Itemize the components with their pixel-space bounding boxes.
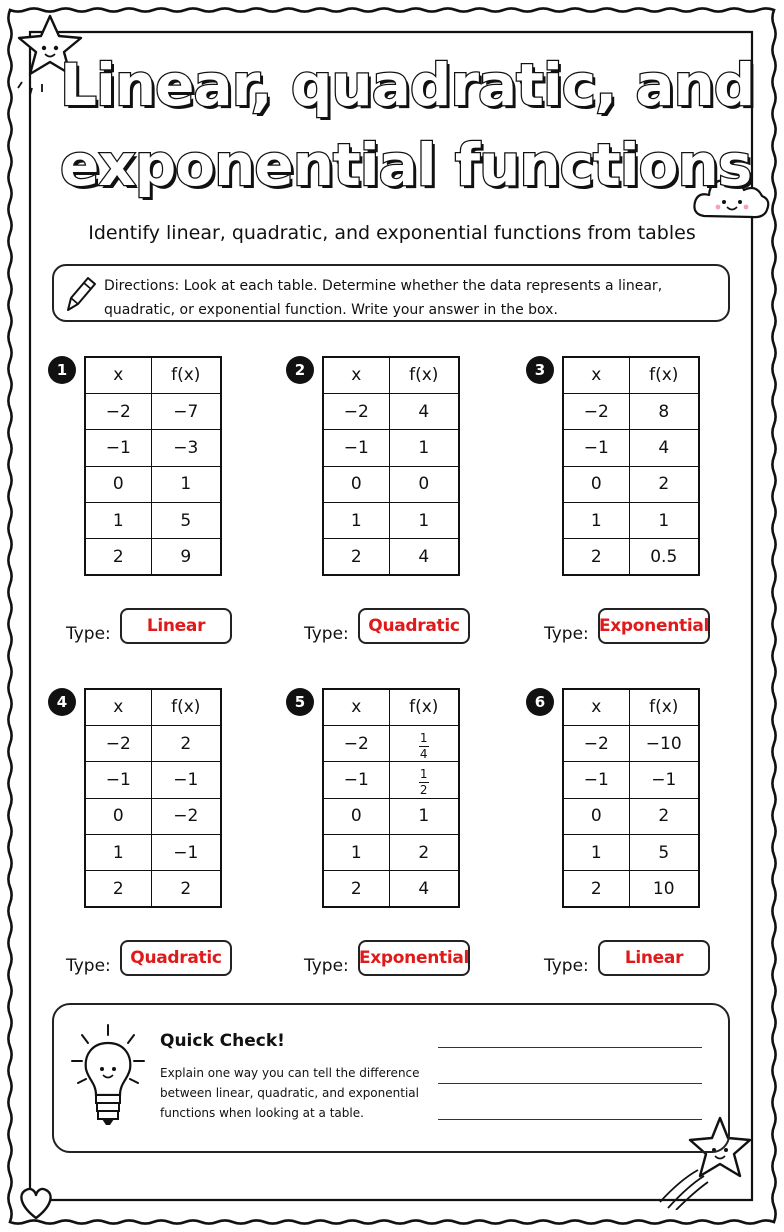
fx-cell: 4 xyxy=(389,871,459,907)
directions-box xyxy=(52,264,730,322)
table-row xyxy=(563,539,699,575)
problem-5 xyxy=(286,688,526,988)
table-row xyxy=(563,393,699,429)
function-table xyxy=(84,688,222,908)
type-label: Type: xyxy=(304,956,349,976)
problem-4 xyxy=(48,688,288,988)
table-row xyxy=(85,430,221,466)
fx-cell xyxy=(389,725,459,761)
table-row xyxy=(85,539,221,575)
column-header-x: x xyxy=(323,357,389,393)
type-answer-box[interactable]: Quadratic xyxy=(358,608,470,644)
column-header-fx: f(x) xyxy=(629,357,699,393)
fx-cell: −7 xyxy=(151,393,221,429)
fx-cell xyxy=(389,762,459,798)
fraction xyxy=(419,768,429,797)
directions-text: Directions: Look at each table. Determine whether the data represents a linear, quadratic, or exponential function. Write your answer in the box. xyxy=(104,278,663,318)
column-header-x: x xyxy=(563,357,629,393)
table-row xyxy=(323,798,459,834)
x-cell: 1 xyxy=(323,503,389,539)
x-cell: 0 xyxy=(85,798,151,834)
answer-line-2[interactable] xyxy=(438,1083,702,1084)
table-row xyxy=(85,503,221,539)
type-label: Type: xyxy=(66,624,111,644)
function-table xyxy=(84,356,222,576)
table-header-row xyxy=(85,689,221,725)
x-cell: 2 xyxy=(85,871,151,907)
type-answer-box[interactable]: Linear xyxy=(120,608,232,644)
fx-cell: 4 xyxy=(389,393,459,429)
table-row xyxy=(85,393,221,429)
column-header-x: x xyxy=(323,689,389,725)
table-row xyxy=(85,835,221,871)
column-header-fx: f(x) xyxy=(629,689,699,725)
table-row xyxy=(323,430,459,466)
x-cell: 1 xyxy=(323,835,389,871)
function-table xyxy=(562,688,700,908)
table-row xyxy=(563,835,699,871)
fraction-denominator: 4 xyxy=(419,746,428,761)
table-header-row xyxy=(85,357,221,393)
x-cell: −2 xyxy=(85,393,151,429)
x-cell: −2 xyxy=(563,725,629,761)
fx-cell: 4 xyxy=(629,430,699,466)
x-cell: 2 xyxy=(85,539,151,575)
problem-3 xyxy=(526,356,766,656)
fx-cell: 9 xyxy=(151,539,221,575)
type-label: Type: xyxy=(544,956,589,976)
fx-cell: 2 xyxy=(629,466,699,502)
table-row xyxy=(563,466,699,502)
function-table xyxy=(322,356,460,576)
x-cell: −2 xyxy=(323,393,389,429)
fx-cell: 4 xyxy=(389,539,459,575)
answer-line-1[interactable] xyxy=(438,1047,702,1048)
problem-number-badge: 2 xyxy=(286,356,314,384)
column-header-x: x xyxy=(85,689,151,725)
column-header-fx: f(x) xyxy=(389,357,459,393)
table-row xyxy=(323,393,459,429)
table-row xyxy=(85,871,221,907)
x-cell: −2 xyxy=(85,725,151,761)
fraction-denominator: 2 xyxy=(419,782,428,797)
table-row xyxy=(85,725,221,761)
column-header-fx: f(x) xyxy=(151,689,221,725)
table-row xyxy=(323,539,459,575)
fx-cell: 5 xyxy=(151,503,221,539)
fx-cell: 0 xyxy=(389,466,459,502)
x-cell: 0 xyxy=(563,466,629,502)
fx-cell: −2 xyxy=(151,798,221,834)
x-cell: −1 xyxy=(323,430,389,466)
x-cell: 2 xyxy=(323,871,389,907)
fx-cell: −1 xyxy=(629,762,699,798)
type-answer-box[interactable]: Exponential xyxy=(358,940,470,976)
type-answer-box[interactable]: Exponential xyxy=(598,608,710,644)
problem-number-badge: 4 xyxy=(48,688,76,716)
problem-2 xyxy=(286,356,526,656)
fx-cell: 1 xyxy=(389,503,459,539)
table-row xyxy=(323,466,459,502)
problem-number-badge: 1 xyxy=(48,356,76,384)
fx-cell: 2 xyxy=(629,798,699,834)
table-row xyxy=(563,430,699,466)
fraction-numerator: 1 xyxy=(419,730,428,745)
table-header-row xyxy=(563,689,699,725)
table-header-row xyxy=(323,689,459,725)
x-cell: −2 xyxy=(323,725,389,761)
column-header-x: x xyxy=(85,357,151,393)
quick-check-title: Quick Check! xyxy=(160,1031,285,1051)
x-cell: 0 xyxy=(323,798,389,834)
x-cell: −1 xyxy=(323,762,389,798)
function-table xyxy=(562,356,700,576)
x-cell: 1 xyxy=(563,503,629,539)
lightbulb-icon xyxy=(68,1021,148,1131)
table-row xyxy=(563,762,699,798)
fraction-numerator: 1 xyxy=(419,766,428,781)
table-row xyxy=(323,503,459,539)
fx-cell: −1 xyxy=(151,762,221,798)
x-cell: −1 xyxy=(85,762,151,798)
problem-number-badge: 6 xyxy=(526,688,554,716)
quick-check-box xyxy=(52,1003,730,1153)
table-row xyxy=(563,725,699,761)
x-cell: 2 xyxy=(563,871,629,907)
type-answer-box[interactable]: Quadratic xyxy=(120,940,232,976)
heart-icon xyxy=(14,1180,58,1224)
fraction xyxy=(419,732,429,761)
function-table xyxy=(322,688,460,908)
table-row xyxy=(85,762,221,798)
x-cell: 0 xyxy=(563,798,629,834)
x-cell: −1 xyxy=(85,430,151,466)
problem-number-badge: 5 xyxy=(286,688,314,716)
fx-cell: 1 xyxy=(629,503,699,539)
pencil-icon xyxy=(60,272,100,316)
table-row xyxy=(85,798,221,834)
fx-cell: 1 xyxy=(389,430,459,466)
type-label: Type: xyxy=(66,956,111,976)
table-row xyxy=(323,762,459,798)
column-header-fx: f(x) xyxy=(389,689,459,725)
fx-cell: 2 xyxy=(389,835,459,871)
fx-cell: 10 xyxy=(629,871,699,907)
x-cell: −2 xyxy=(563,393,629,429)
quick-check-prompt: Explain one way you can tell the difference between linear, quadratic, and exponential functions when looking at a table. xyxy=(160,1066,420,1120)
column-header-x: x xyxy=(563,689,629,725)
table-row xyxy=(563,798,699,834)
answer-line-3[interactable] xyxy=(438,1119,702,1120)
table-header-row xyxy=(563,357,699,393)
x-cell: 1 xyxy=(563,835,629,871)
x-cell: 0 xyxy=(323,466,389,502)
table-row xyxy=(85,466,221,502)
fx-cell: 1 xyxy=(151,466,221,502)
table-row xyxy=(563,871,699,907)
fx-cell: 0.5 xyxy=(629,539,699,575)
type-answer-box[interactable]: Linear xyxy=(598,940,710,976)
table-row xyxy=(323,835,459,871)
table-row xyxy=(563,503,699,539)
fx-cell: 8 xyxy=(629,393,699,429)
x-cell: 1 xyxy=(85,503,151,539)
problem-number-badge: 3 xyxy=(526,356,554,384)
x-cell: 0 xyxy=(85,466,151,502)
page-title-line-2: exponential functions xyxy=(60,131,752,199)
column-header-fx: f(x) xyxy=(151,357,221,393)
x-cell: 1 xyxy=(85,835,151,871)
x-cell: 2 xyxy=(563,539,629,575)
x-cell: 2 xyxy=(323,539,389,575)
table-row xyxy=(323,725,459,761)
fx-cell: −3 xyxy=(151,430,221,466)
fx-cell: −10 xyxy=(629,725,699,761)
table-header-row xyxy=(323,357,459,393)
fx-cell: 5 xyxy=(629,835,699,871)
x-cell: −1 xyxy=(563,762,629,798)
type-label: Type: xyxy=(544,624,589,644)
table-row xyxy=(323,871,459,907)
problem-6 xyxy=(526,688,766,988)
fx-cell: 2 xyxy=(151,725,221,761)
fx-cell: 2 xyxy=(151,871,221,907)
problem-1 xyxy=(48,356,288,656)
fx-cell: 1 xyxy=(389,798,459,834)
x-cell: −1 xyxy=(563,430,629,466)
page-subtitle: Identify linear, quadratic, and exponential functions from tables xyxy=(88,222,696,244)
fx-cell: −1 xyxy=(151,835,221,871)
type-label: Type: xyxy=(304,624,349,644)
page-title-line-1: Linear, quadratic, and xyxy=(60,51,755,119)
